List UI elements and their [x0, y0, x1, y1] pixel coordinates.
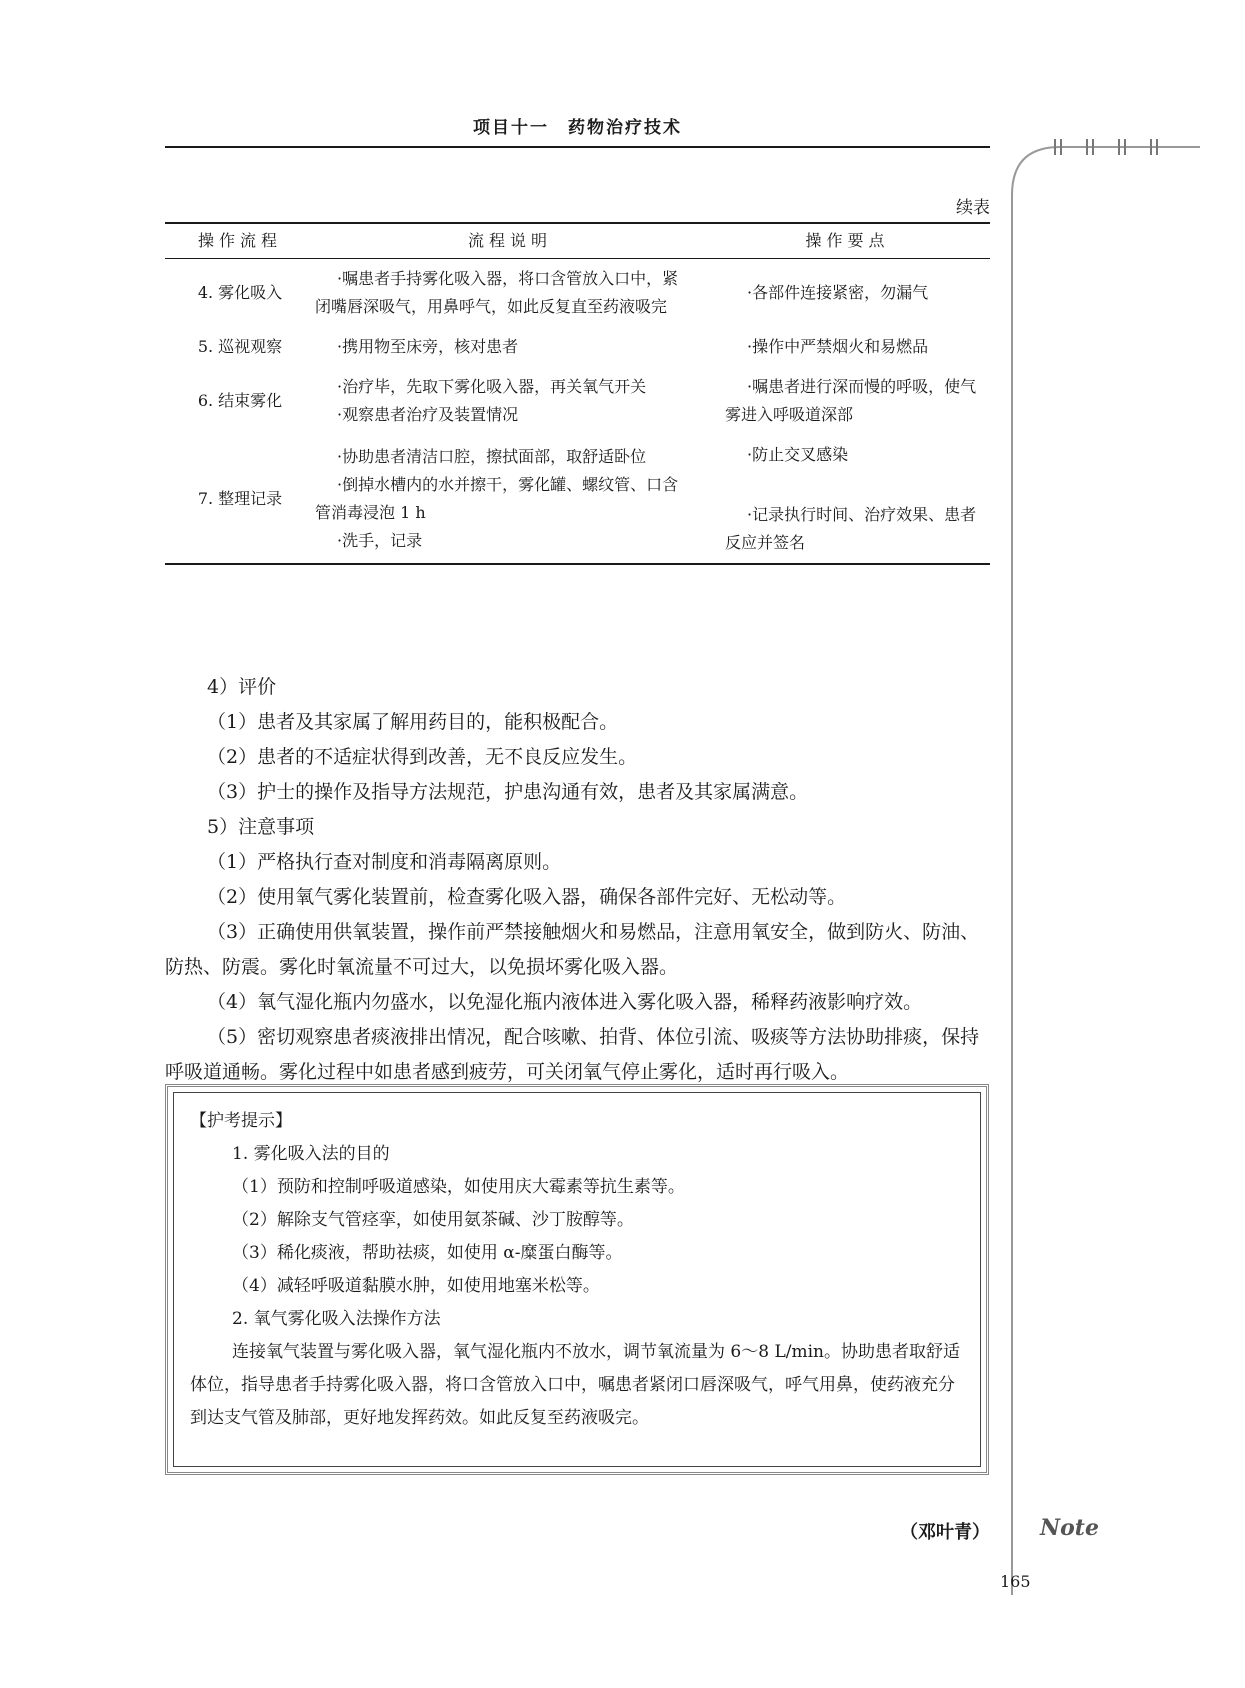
column-header: 操作要点	[705, 223, 990, 259]
tip-line: 2. 氧气雾化吸入法操作方法	[232, 1309, 441, 1329]
paragraph: （4）氧气湿化瓶内勿盛水，以免湿化瓶内液体进入雾化吸入器，稀释药液影响疗效。	[207, 991, 923, 1013]
paragraph: （1）患者及其家属了解用药目的，能积极配合。	[207, 711, 619, 733]
step-cell: 4. 雾化吸入	[197, 283, 283, 302]
key-point-item: ·嘱患者进行深而慢的呼吸，使气雾进入呼吸道深部	[725, 377, 977, 424]
tip-line: 1. 雾化吸入法的目的	[232, 1144, 390, 1164]
tip-line: （2）解除支气管痉挛，如使用氨茶碱、沙丁胺醇等。	[232, 1210, 634, 1230]
step-cell: 5. 巡视观察	[197, 337, 283, 356]
description-item: ·嘱患者手持雾化吸入器，将口含管放入口中，紧闭嘴唇深吸气，用鼻呼气，如此反复直至药液吸完	[315, 269, 679, 316]
table-header-row	[165, 223, 990, 259]
description-item: ·洗手，记录	[337, 531, 423, 550]
table-row	[165, 435, 990, 564]
key-point-item: ·各部件连接紧密，勿漏气	[747, 283, 929, 302]
table-row	[165, 367, 990, 435]
tip-title: 【护考提示】	[190, 1111, 292, 1131]
key-point-item: ·操作中严禁烟火和易燃品	[747, 337, 929, 356]
paragraph: （2）使用氧气雾化装置前，检查雾化吸入器，确保各部件完好、无松动等。	[207, 886, 847, 908]
tip-line: （3）稀化痰液，帮助祛痰，如使用 α-糜蛋白酶等。	[232, 1243, 623, 1263]
paragraph: （3）正确使用供氧装置，操作前严禁接触烟火和易燃品，注意用氧安全，做到防火、防油、防热、防震。雾化时氧流量不可过大，以免损坏雾化吸入器。	[165, 921, 980, 978]
evaluation-heading: 4）评价	[207, 676, 277, 698]
tip-line: （4）减轻呼吸道黏膜水肿，如使用地塞米松等。	[232, 1276, 600, 1296]
paragraph: （5）密切观察患者痰液排出情况，配合咳嗽、拍背、体位引流、吸痰等方法协助排痰，保持呼吸道通畅。雾化过程中如患者感到疲劳，可关闭氧气停止雾化，适时再行吸入。	[165, 1026, 980, 1083]
column-header: 流程说明	[315, 223, 705, 259]
header-rule	[165, 146, 990, 148]
description-item: ·观察患者治疗及装置情况	[337, 405, 519, 424]
paragraph: （2）患者的不适症状得到改善，无不良反应发生。	[207, 746, 638, 768]
step-cell: 7. 整理记录	[165, 435, 315, 564]
table-row	[165, 327, 990, 367]
author: （邓叶青）	[900, 1522, 990, 1543]
key-point-cell	[705, 259, 990, 328]
exam-tip-box	[173, 1092, 981, 1467]
column-header: 操作流程	[165, 223, 315, 259]
running-header: 项目十一 药物治疗技术	[473, 118, 682, 138]
notes-heading: 5）注意事项	[207, 816, 315, 838]
key-point-item: ·记录执行时间、治疗效果、患者反应并签名	[725, 505, 977, 552]
description-cell	[315, 367, 705, 435]
key-point-cell	[705, 367, 990, 435]
body-text	[165, 670, 990, 1090]
table-row	[165, 259, 990, 328]
description-item: ·携用物至床旁，核对患者	[337, 337, 519, 356]
step-cell: 6. 结束雾化	[197, 391, 283, 410]
key-point-cell	[705, 435, 990, 564]
description-cell	[315, 435, 705, 564]
description-item: ·倒掉水槽内的水并擦干，雾化罐、螺纹管、口含管消毒浸泡 1 h	[315, 475, 679, 522]
description-cell	[315, 327, 705, 367]
description-item: ·治疗毕，先取下雾化吸入器，再关氧气开关	[337, 377, 647, 396]
margin-decoration-icon	[1000, 135, 1200, 1595]
procedure-table	[165, 222, 990, 565]
key-point-cell	[705, 327, 990, 367]
key-point-item: ·防止交叉感染	[747, 445, 849, 464]
tip-line: 连接氧气装置与雾化吸入器，氧气湿化瓶内不放水，调节氧流量为 6～8 L/min。协助患者取舒适体位，指导患者手持雾化吸入器，将口含管放入口中，嘱患者紧闭口唇深吸气，呼气用鼻，使药液充分到达支气管及肺部，更好地发挥药效。如此反复至药液吸完。	[190, 1342, 960, 1428]
paragraph: （3）护士的操作及指导方法规范，护患沟通有效，患者及其家属满意。	[207, 781, 809, 803]
continued-label: 续表	[956, 198, 990, 218]
tip-line: （1）预防和控制呼吸道感染，如使用庆大霉素等抗生素等。	[232, 1177, 685, 1197]
page-number: 165	[1000, 1572, 1031, 1591]
description-item: ·协助患者清洁口腔，擦拭面部，取舒适卧位	[337, 447, 647, 466]
note-logo: Note	[1040, 1515, 1099, 1541]
description-cell	[315, 259, 705, 328]
paragraph: （1）严格执行查对制度和消毒隔离原则。	[207, 851, 562, 873]
